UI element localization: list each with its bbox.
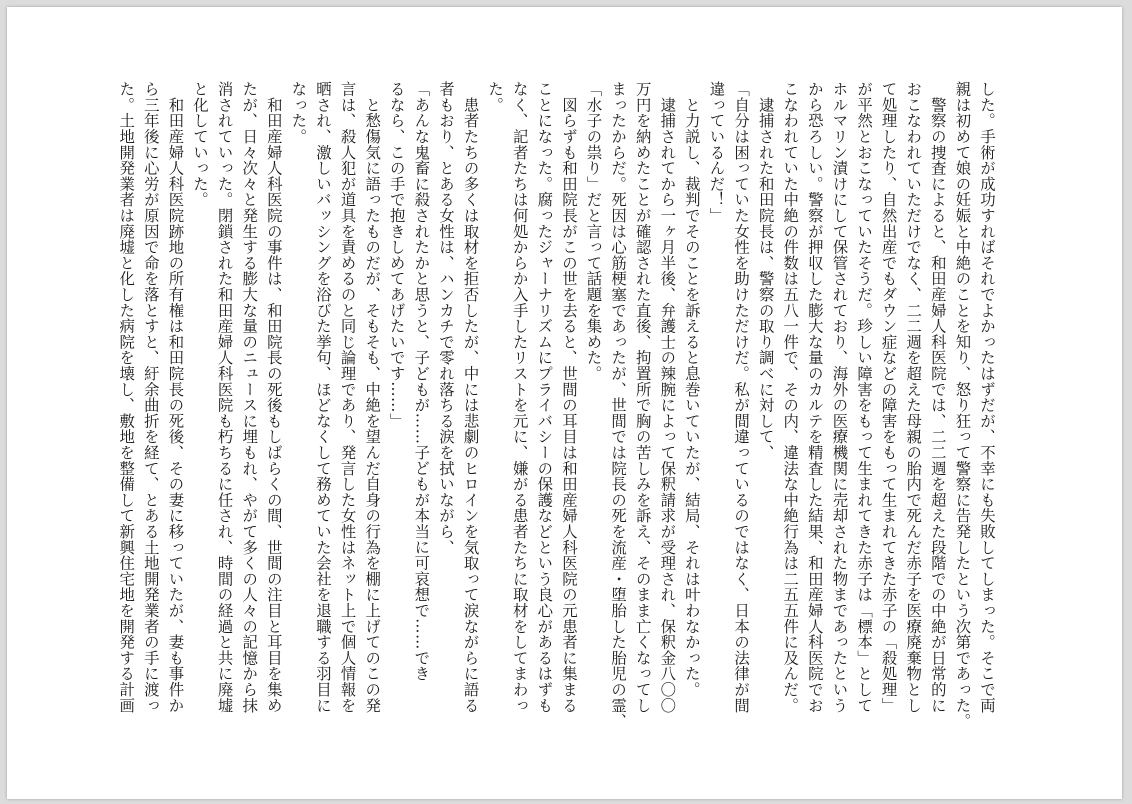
text-line: 親は初めて娘の妊娠と中絶のことを知り、怒り狂って警察に告発したという次第であった。: [953, 81, 972, 729]
text-line: 消されていった。閉鎖された和田産婦人科医院も朽ちるに任され、時間の経過と共に廃墟: [215, 81, 234, 713]
text-line: 者もおり、とある女性は、ハンカチで零れ落ちる涙を拭いながら、: [436, 81, 455, 555]
text-line: と力説し、裁判でそのことを訴えると息巻いていたが、結局、それは叶わなかった。: [682, 81, 701, 698]
text-line: から恐ろしい。警察が押収した膨大な量のカルテを精査した結果、和田産婦人科医院でお: [805, 81, 824, 713]
text-line: おこなわれていただけでなく、二二週を超えた母親の胎内で死んだ赤子を医療廃棄物とし: [904, 81, 923, 713]
text-line: 逮捕された和田院長は、警察の取り調べに対して、: [756, 81, 775, 461]
text-line: て処理したり、自然出産でもダウン症などの障害をもって生まれてきた赤子の「殺処理」: [879, 81, 898, 713]
text-line: 言は、殺人犯が道具を責めるのと同じ論理であり、発言した女性はネット上で個人情報を: [338, 81, 357, 713]
text-line: 「水子の祟り」だと言って話題を集めた。: [584, 81, 603, 382]
text-line: 違っているんだ！」: [707, 81, 726, 224]
text-line: 晒され、激しいバッシングを浴びた挙句、ほどなくして務めていた会社を退職する羽目に: [313, 81, 332, 713]
text-line: 和田産婦人科医院の事件は、和田院長の死後もしばらくの間、世間の注目と耳目を集め: [264, 81, 283, 713]
text-line: るなら、この手で抱きしめてあげたいです……」: [387, 81, 406, 429]
text-line: ことになった。腐ったジャーナリズムにプライバシーの保護などという良心があるはずも: [535, 81, 554, 713]
text-line: なった。: [289, 81, 308, 145]
text-line: た。土地開発業者は廃墟と化した病院を壊し、敷地を整備して新興住宅地を開発する計画: [117, 81, 136, 713]
text-line: と化していった。: [191, 81, 209, 208]
text-line: 患者たちの多くは取材を拒否したが、中には悲劇のヒロインを気取って涙ながらに語る: [461, 81, 480, 713]
text-line: 万円を納めたことが確認された直後、拘置所で胸の苦しみを訴え、そのまま亡くなってし: [633, 81, 652, 713]
text-line: たが、日々次々と発生する膨大な量のニュースに埋もれ、やがて多くの人々の記憶から抹: [240, 81, 259, 713]
text-line: 「自分は困っていた女性を助けただけだ。私が間違っているのではなく、日本の法律が間: [732, 81, 751, 713]
text-line: 警察の捜査によると、和田産婦人科医院では、二二週を超えた段階での中絶が日常的に: [928, 81, 947, 713]
text-line: 「あんな鬼畜に殺されたかと思うと、子どもが……子どもが本当に可哀想で……でき: [412, 81, 431, 682]
text-line: 逮捕されてから一ヶ月半後、弁護士の辣腕によって保釈請求が受理され、保釈金八〇〇: [658, 81, 677, 713]
text-line: が平然とおこなっていたそうだ。珍しい障害をもって生まれてきた赤子は「標本」として: [855, 81, 874, 713]
text-line: ら三年後に心労が原因で命を落とすと、紆余曲折を経て、とある土地開発業者の手に渡っ: [141, 81, 160, 713]
text-line: した。手術が成功すればそれでよかったはずだが、不幸にも失敗してしまった。そこで両: [978, 81, 996, 713]
text-line: なく、記者たちは何処からか入手したリストを元に、嫌がる患者たちに取材をしてまわっ: [510, 81, 529, 713]
text-line: 和田産婦人科医院跡地の所有権は和田院長の死後、その妻に移っていたが、妻も事件か: [166, 81, 185, 713]
document-page: [7, 7, 1122, 799]
text-line: た。: [486, 81, 505, 113]
vertical-text-body: [114, 81, 999, 729]
text-line: まったからだ。死因は心筋梗塞であったが、世間では院長の死を流産・堕胎した胎児の霊、: [609, 81, 628, 729]
text-line: こなわれていた中絶の件数は五八一件で、その内、違法な中絶行為は二五五件に及んだ。: [781, 81, 800, 713]
text-line: ホルマリン漬けにして保管されており、海外の医療機関に売却された物まであったという: [830, 81, 849, 713]
text-line: 図らずも和田院長がこの世を去ると、世間の耳目は和田産婦人科医院の元患者に集まる: [559, 81, 578, 713]
text-line: と愁傷気に語ったものだが、そもそも、中絶を望んだ自身の行為を棚に上げてのこの発: [363, 81, 382, 713]
